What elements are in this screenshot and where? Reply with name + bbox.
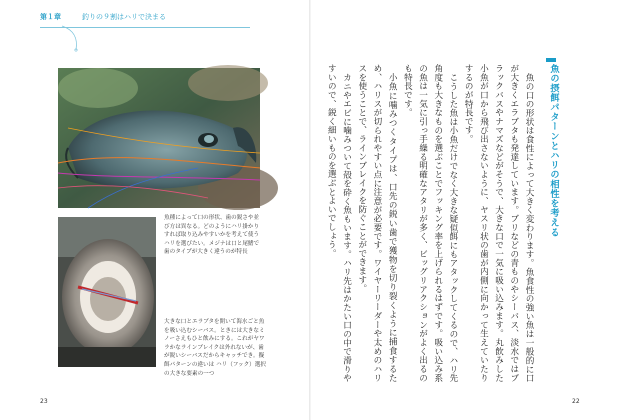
body-text bbox=[326, 64, 536, 382]
paragraph: こうした魚は小魚だけでなく大きな疑似餌にもアタックしてくるので、ハリ先角度も大きなものを選ぶことでフッキング率を上げられるはずです。吸い込み系の魚は一気に引っ手繰る明確なアタリが多く、ビッグリアクションがよく出るのも特長です。 bbox=[402, 64, 458, 382]
fish-photo-bottom bbox=[58, 217, 156, 367]
page-gutter bbox=[309, 0, 311, 420]
chapter-title: 釣りの９割はハリで決まる bbox=[82, 13, 166, 21]
header-line-icon bbox=[60, 20, 84, 52]
paragraph: 魚の口の形状は食性によって大きく変わります。魚食性の強い魚は一般的に口が大きくエラブタも発達しています。ブリなどの青ものやシーバス、淡水ではブラックバスやナマズなどがそうで、大きな口で一気に吸い込みます。丸飲みした小魚が口から飛び出さないように、ヤスリ状の歯が内側に向かって生えていたりするのが特長です。 bbox=[463, 64, 534, 382]
paragraph: 小魚に噛みつくタイプは、口先の鋭い歯で獲物を切り裂くように捕食するため、ハリスが切られやすい点に注意が必要です。ワイヤーリーダーや太めのハリスを使うことで、ラインブレイクを防ぐことができます。 bbox=[356, 64, 398, 382]
page-number-left: 23 bbox=[40, 398, 48, 405]
section-heading-marker bbox=[546, 58, 556, 62]
chapter-label: 第１章 bbox=[40, 13, 61, 21]
paragraph: カニやエビに噛みついて殻を砕く魚もいます。ハリ先はかたい口の中で滑りやすいので、鋭く細いものを選ぶとよいでしょう。 bbox=[326, 64, 352, 382]
caption-top: 魚種によって口の形状、歯の鋭さや並び方は異なる。どのようにハリ掛かりすれば取り込みやすいかを考えて使うハリを選びたい。メジナは口と尾鰭で歯のタイプが大きく違うのが特長 bbox=[164, 215, 260, 256]
caption-bottom: 大きな口とエラブタを開いて海水ごと魚を吸い込むシーバス。ときには大きなミノーさえもひと飲みにする。これがヤワラかなラインブレイクは外れないが、歯が鋭いシーバスだからキャッチでき。擬餌パターンの違いは ハリ（フック）選択の大きな要素の一つ bbox=[164, 319, 266, 377]
page-number-right: 22 bbox=[572, 398, 580, 405]
fish-photo-top bbox=[58, 68, 260, 208]
section-heading: 魚の摂餌パターンとハリの相性を考える bbox=[548, 64, 559, 237]
